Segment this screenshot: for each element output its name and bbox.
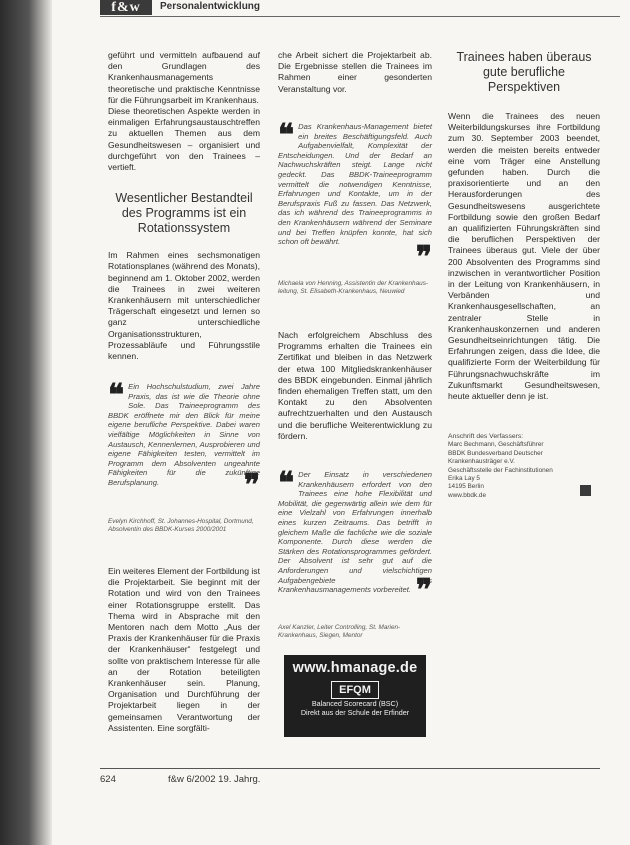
address-line: 14195 Berlin bbox=[448, 483, 484, 491]
author-address bbox=[448, 433, 583, 500]
pull-quote-1-source: Evelyn Kirchhoff, St. Johannes-Hospital, Dortmund, Absolventin des BBDK-Kurses 2000/2001 bbox=[108, 518, 254, 533]
quote-open-icon: ❝ bbox=[278, 467, 295, 500]
col1-paragraph-2: Diese theoretischen Aspekte werden in einmaligen Erfahrungsaustauschtreffen zu aktuellen Themen aus dem Gesundheitswesen – organisiert und durchgeführt von den Trainees – vertieft. bbox=[108, 106, 260, 173]
address-line: BBDK Bundesverband Deutscher bbox=[448, 449, 543, 457]
quote-close-icon: ❞ bbox=[415, 574, 432, 607]
address-line: Geschäftsstelle der Fachinstitutionen bbox=[448, 466, 553, 474]
column-2-top bbox=[278, 50, 432, 95]
ad-line-2: Direkt aus der Schule der Erfinder bbox=[300, 708, 410, 717]
footer-rule bbox=[100, 768, 600, 769]
pull-quote-3 bbox=[278, 467, 432, 607]
col1-paragraph-4: Ein weiteres Element der Fortbildung ist die Projektarbeit. Sie beginnt mit der Rotation und wird von den Trainees einer Rotationsgruppe erstellt. Das Thema wird in Absprache mit den Mentoren nach dem Motto „Aus der Praxis der Krankenhäuser für die Praxis der Krankenhäuser“ festgelegt und sollte von praktischem Interesse für alle an der Rotation beteiligten Krankenhäuser sein. Planung, Organisation und Durchführung der Projektarbeit liegen in der gemeinsamen Verantwortung der Assistenten. Eine sorgfälti- bbox=[108, 566, 260, 733]
ad-line-1: Balanced Scorecard (BSC) bbox=[311, 699, 399, 708]
quote-open-icon: ❝ bbox=[278, 119, 295, 152]
col3-paragraph-1: Wenn die Trainees des neuen Weiterbildungskurses ihre Fortbildung zum 30. September 2003 beendet, werden die meisten bereits entweder eine vom Träger eine Anstellung gefunden haben. Durch die praxisorientierte und an den Herausforderungen des Gesundheitswesens ausgerichtete Fortbildung sowie den großen Bedarf an qualifizierten Führungskräften sind die beruflichen Perspektiven der Trainees überaus gut. Viele der über 200 Absolventen des Programms sind inzwischen in verantwortlicher Position in der Leitung von Krankenhäusern, in Verbänden und Krankenhausgesellschaften, an zentraler Stelle in Krankenhauskonzernen und anderen Gesundheitseinrichtungen tätig. Die Erfahrungen zeigen, dass die Idee, die qualifizierte Form der Weiterbildung für Führungsnachwuchskräfte im Zukunftsmarkt Gesundheitswesen, heute aktueller denn je ist. bbox=[448, 111, 600, 402]
page-number: 624 bbox=[100, 774, 116, 785]
issue-info: f&w 6/2002 19. Jahrg. bbox=[168, 774, 261, 785]
pull-quote-2-text: Das Krankenhaus-Management bietet ein breites Beschäftigungsfeld. Auch Aufgabenvielfalt, Komplexität der Entscheidungen. Und der Bedarf an Nachwuchskräften steigt. Lange nicht gedeckt. Das BBDK-Traineeprogramm vermittelt die notwendigen Kenntnisse, Erfahrungen und Kontakte, um in der Berufspraxis Fuß zu fassen. Das Netzwerk, das ich während des Traineeprogramms in den Krankenhäusern während der Seminare und bei Treffen knüpfen konnte, hat sich schon oft bewährt. bbox=[278, 122, 432, 247]
pull-quote-1 bbox=[108, 379, 260, 502]
masthead bbox=[100, 0, 620, 17]
column-3 bbox=[448, 50, 600, 402]
quote-close-icon: ❞ bbox=[243, 469, 260, 502]
address-line[interactable]: www.bbdk.de bbox=[448, 491, 487, 499]
column-1 bbox=[108, 50, 260, 362]
pull-quote-3-text: Der Einsatz in verschiedenen Krankenhäusern erfordert von den Trainees eine hohe Flexibilität und Mobilität, die gegenwärtig allein wie dem für eine Vielzahl von Erfahrungen innerhalb eines kurzen Zeitraums. Das betrifft in gleichem Maße die fachliche wie die soziale Komponente. Durch diese werden die Stärken des Rotationsprogrammes gefördert. Der Absolvent ist sehr gut auf die Anforderungen und vielschichtigen Aufgabengebiete des Krankenhausmanagements vorbereitet. bbox=[278, 470, 432, 595]
efqm-logo: EFQM bbox=[331, 681, 379, 699]
col3-subheading: Trainees haben überaus gute berufliche Perspektiven bbox=[456, 50, 592, 94]
col2-paragraph-2: Nach erfolgreichem Abschluss des Programms erhalten die Trainees ein Zertifikat und bleiben in das Netzwerk der etwa 100 Mitgliedskrankenhäuser des BBDK eingebunden. Einmal jährlich finden ehemaligen Treffen statt, um den Kontakt zu den Absolventen aufrechtzuerhalten und den Austausch und die berufliche Weiterentwicklung zu fördern. bbox=[278, 330, 432, 441]
pull-quote-2-source: Michaela von Henning, Assistentin der Krankenhausleitung, St. Elisabeth-Krankenhaus, Neuwied bbox=[278, 280, 429, 295]
col1-paragraph-1: geführt und vermitteln aufbauend auf den Grundlagen des Krankenhausmanagements theoretische und praktische Kenntnisse für die Führungsarbeit im Krankenhaus. bbox=[108, 50, 260, 105]
article-end-mark bbox=[580, 485, 591, 496]
column-1-lower bbox=[108, 566, 260, 734]
column-2-middle bbox=[278, 330, 432, 442]
address-line: Marc Bechmann, Geschäftsführer bbox=[448, 441, 544, 449]
address-line: Erika Lay 5 bbox=[448, 475, 480, 483]
pull-quote-1-text: Ein Hochschulstudium, zwei Jahre Praxis, das ist wie die Theorie ohne Sole. Das Traineeprogramm des BBDK eröffnete mir den Blick für meine eigene berufliche Perspektive. Dabei waren vielfältige Möglichkeiten in Sinne von Austausch, Kennenlernen, Ausprobieren und eigene Fähigkeiten testen, vermittelt im Programm dem Absolventen ungeahnte Fähigkeiten für die zukünftige Berufsplanung. bbox=[108, 382, 260, 487]
quote-open-icon: ❝ bbox=[108, 379, 125, 412]
ad-url[interactable]: www.hmanage.de bbox=[292, 660, 418, 676]
section-title: Personalentwicklung bbox=[160, 1, 261, 12]
advertisement[interactable] bbox=[284, 655, 426, 737]
col2-paragraph-1: che Arbeit sichert die Projektarbeit ab. Die Ergebnisse stellen die Trainees im Rahmen einer gesonderten Veranstaltung vor. bbox=[278, 50, 432, 94]
pull-quote-2 bbox=[278, 119, 432, 274]
col1-subheading: Wesentlicher Bestandteil des Programms ist ein Rotationssystem bbox=[115, 191, 253, 236]
address-label: Anschrift des Verfassers: bbox=[448, 433, 524, 440]
col1-paragraph-3: Im Rahmen eines sechsmonatigen Rotationsplanes (während des Monats), beginnend am 1. Oktober 2002, werden die Trainees in zwei weiteren Krankenhäusern mit unterschiedlicher Trägerschaft eingesetzt und lernen so ganz unterschiedliche Organisationsstrukturen, Prozessabläufe und Führungsstile kennen. bbox=[108, 250, 260, 362]
address-line: Krankenhausträger e.V. bbox=[448, 458, 515, 466]
pull-quote-3-source: Axel Kanzler, Leiter Controlling, St. Marien-Krankenhaus, Siegen, Mentor bbox=[278, 624, 401, 639]
journal-logo: f&w bbox=[100, 0, 152, 15]
quote-close-icon: ❞ bbox=[415, 241, 432, 274]
book-binding-shadow bbox=[0, 0, 52, 845]
